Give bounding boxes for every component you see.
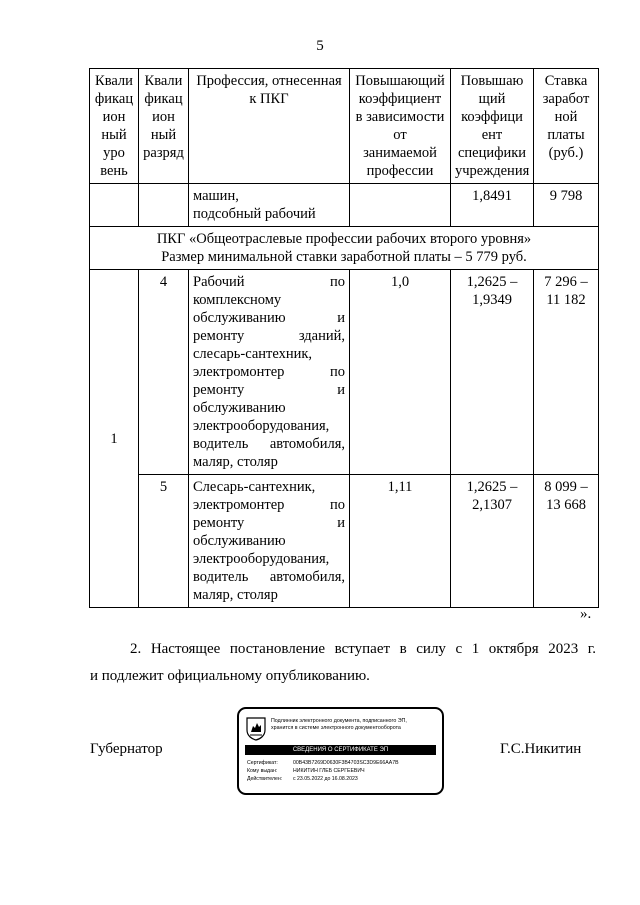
- level-cell: 1: [90, 270, 139, 608]
- header-profession: Профессия, отнесенная к ПКГ: [189, 69, 350, 184]
- stamp-validity: Действителен: с 23.05.2022 до 16.08.2023: [247, 776, 358, 782]
- continuation-coef-specific: 1,8491: [451, 184, 534, 227]
- table-row: [90, 270, 599, 475]
- group-header-row: [90, 227, 599, 270]
- stamp-issued-to: Кому выдан: НИКИТИН ГЛЕБ СЕРГЕЕВИЧ: [247, 768, 365, 774]
- table-header-row: [90, 69, 599, 184]
- table-row: [90, 475, 599, 608]
- stamp-details: [247, 759, 439, 783]
- coef-profession-cell: 1,0: [350, 270, 451, 475]
- electronic-signature-stamp: [237, 707, 444, 795]
- header-grade: Квали фикац ион ный разряд: [139, 69, 189, 184]
- page-number: 5: [316, 38, 324, 54]
- continuation-profession: машин, подсобный рабочий: [189, 184, 350, 227]
- continuation-rate: 9 798: [534, 184, 599, 227]
- group-header-title: ПКГ «Общеотраслевые профессии рабочих второго уровня»: [156, 231, 532, 247]
- paragraph-line-1: 2. Настоящее постановление вступает в силу с 1 октября 2023 г.: [130, 641, 596, 657]
- signatory-title: Губернатор: [90, 741, 163, 757]
- header-level: Квали фикац ион ный уро вень: [90, 69, 139, 184]
- header-rate: Ставка заработ ной платы (руб.): [534, 69, 599, 184]
- signatory-name: Г.С.Никитин: [500, 741, 582, 757]
- continuation-row: [90, 184, 599, 227]
- group-header-min-rate: Размер минимальной ставки заработной платы – 5 779 руб.: [161, 249, 527, 265]
- stamp-band: СВЕДЕНИЯ О СЕРТИФИКАТЕ ЭП: [245, 745, 436, 755]
- group-header: [90, 227, 599, 270]
- header-coef-profession: Повышающий коэффициент в зависимости от занимаемой профессии: [350, 69, 451, 184]
- coef-profession-cell: 1,11: [350, 475, 451, 608]
- coef-specific-cell: 1,2625 – 1,9349: [451, 270, 534, 475]
- header-coef-specific: Повышаю щий коэффици ент специфики учреждения: [451, 69, 534, 184]
- rate-cell: 8 099 – 13 668: [534, 475, 599, 608]
- closing-quote: ».: [580, 606, 592, 622]
- coat-of-arms-icon: [246, 717, 266, 741]
- profession-cell: Слесарь-сантехник, электромонтер по ремонту и обслуживанию электрооборудования, водитель автомобиля, маляр, столяр: [189, 475, 350, 608]
- profession-cell: Рабочий по комплексному обслуживанию и ремонту зданий, слесарь-сантехник, электромонтер по ремонту и обслуживанию электрооборудования, водитель автомобиля, маляр, столяр: [189, 270, 350, 475]
- wage-table: [89, 68, 599, 608]
- stamp-note: Подлинник электронного документа, подписанного ЭП, хранится в системе электронного документооборота: [271, 718, 407, 731]
- grade-cell: 5: [139, 475, 189, 608]
- stamp-certificate: Сертификат: 00B43B7269D0630F3B4703SC3D9E66AA7B: [247, 760, 399, 766]
- rate-cell: 7 296 – 11 182: [534, 270, 599, 475]
- grade-cell: 4: [139, 270, 189, 475]
- paragraph-line-2: и подлежит официальному опубликованию.: [90, 668, 370, 684]
- continuation-coef-profession: [350, 184, 451, 227]
- coef-specific-cell: 1,2625 – 2,1307: [451, 475, 534, 608]
